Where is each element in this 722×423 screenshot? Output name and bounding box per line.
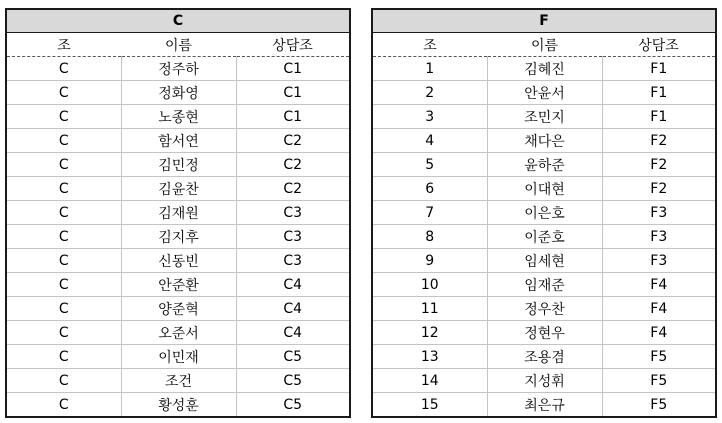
cell-counsel-group: F5 <box>602 369 716 393</box>
cell-counsel-group: C3 <box>236 225 350 249</box>
cell-name: 김민정 <box>121 153 236 177</box>
cell-counsel-group: C2 <box>236 153 350 177</box>
cell-group: 7 <box>372 201 487 225</box>
table-row <box>6 153 350 177</box>
cell-group: 2 <box>372 81 487 105</box>
table-row <box>372 129 716 153</box>
cell-counsel-group: C2 <box>236 129 350 153</box>
cell-name: 이은호 <box>487 201 602 225</box>
table-row <box>372 369 716 393</box>
cell-name: 안준환 <box>121 273 236 297</box>
cell-group: C <box>6 105 121 129</box>
cell-group: 11 <box>372 297 487 321</box>
cell-group: C <box>6 249 121 273</box>
cell-group: C <box>6 369 121 393</box>
table-row <box>6 393 350 418</box>
cell-name: 조민지 <box>487 105 602 129</box>
cell-counsel-group: C5 <box>236 369 350 393</box>
table-row <box>372 249 716 273</box>
cell-group: C <box>6 153 121 177</box>
cell-name: 정주하 <box>121 57 236 81</box>
column-header-name: 이름 <box>121 33 236 57</box>
cell-counsel-group: C4 <box>236 273 350 297</box>
cell-counsel-group: F2 <box>602 177 716 201</box>
cell-name: 조건 <box>121 369 236 393</box>
cell-group: 13 <box>372 345 487 369</box>
table-row <box>372 321 716 345</box>
cell-counsel-group: F3 <box>602 249 716 273</box>
cell-group: C <box>58 396 69 413</box>
column-header-group: 조 <box>372 33 487 57</box>
cell-name: 이준호 <box>487 225 602 249</box>
table-row <box>372 393 716 418</box>
cell-name: 양준혁 <box>121 297 236 321</box>
table-row <box>6 129 350 153</box>
cell-name: 최은규 <box>487 393 602 418</box>
cell-name: 이대현 <box>487 177 602 201</box>
cell-name: 김혜진 <box>487 57 602 81</box>
cell-group: 8 <box>372 225 487 249</box>
cell-counsel-group: C5 <box>236 345 350 369</box>
cell-counsel-group: C5 <box>283 396 303 413</box>
table-row <box>372 201 716 225</box>
cell-counsel-group: F1 <box>602 81 716 105</box>
cell-group: 3 <box>372 105 487 129</box>
cell-group: 6 <box>372 177 487 201</box>
cell-name: 조용겸 <box>487 345 602 369</box>
cell-group: 4 <box>372 129 487 153</box>
cell-counsel-group: C4 <box>236 321 350 345</box>
cell-name: 임세현 <box>487 249 602 273</box>
table-row <box>6 249 350 273</box>
cell-group: 15 <box>420 396 439 413</box>
table-row <box>6 345 350 369</box>
cell-name: 이민재 <box>121 345 236 369</box>
table-row <box>6 369 350 393</box>
cell-counsel-group: C1 <box>236 81 350 105</box>
cell-counsel-group: F4 <box>602 321 716 345</box>
cell-group: C <box>6 297 121 321</box>
cell-counsel-group: F2 <box>602 153 716 177</box>
cell-counsel-group: C4 <box>236 297 350 321</box>
cell-counsel-group: F1 <box>602 105 716 129</box>
cell-name: 윤하준 <box>487 153 602 177</box>
cell-name: 김재원 <box>121 201 236 225</box>
table-row <box>6 201 350 225</box>
cell-group: 10 <box>372 273 487 297</box>
table-row <box>372 297 716 321</box>
table-row <box>6 177 350 201</box>
table-row <box>6 225 350 249</box>
cell-counsel-group: C3 <box>236 249 350 273</box>
cell-name: 노종현 <box>121 105 236 129</box>
cell-name: 신동빈 <box>121 249 236 273</box>
cell-group: C <box>6 177 121 201</box>
group-c-table <box>5 8 351 418</box>
table-row <box>372 81 716 105</box>
cell-counsel-group: F1 <box>602 57 716 81</box>
cell-group: 5 <box>372 153 487 177</box>
cell-group: C <box>6 57 121 81</box>
table-row <box>372 153 716 177</box>
column-header-counsel-group: 상담조 <box>602 33 716 57</box>
cell-group: C <box>6 345 121 369</box>
cell-counsel-group: F5 <box>602 345 716 369</box>
cell-name: 황성훈 <box>121 393 236 418</box>
cell-group: C <box>6 273 121 297</box>
table-row <box>6 297 350 321</box>
table-row <box>372 105 716 129</box>
table-row <box>372 57 716 81</box>
cell-counsel-group: C1 <box>236 57 350 81</box>
cell-group: 9 <box>372 249 487 273</box>
cell-counsel-group: F2 <box>602 129 716 153</box>
cell-name: 김지후 <box>121 225 236 249</box>
cell-counsel-group: F3 <box>602 201 716 225</box>
table-title: F <box>372 9 716 33</box>
cell-name: 오준서 <box>121 321 236 345</box>
cell-name: 채다은 <box>487 129 602 153</box>
table-row <box>372 273 716 297</box>
cell-group: 12 <box>372 321 487 345</box>
cell-group: C <box>6 201 121 225</box>
cell-name: 함서연 <box>121 129 236 153</box>
cell-name: 안윤서 <box>487 81 602 105</box>
table-row <box>372 225 716 249</box>
cell-counsel-group: C2 <box>236 177 350 201</box>
cell-name: 지성휘 <box>487 369 602 393</box>
cell-name: 임재준 <box>487 273 602 297</box>
table-row <box>6 57 350 81</box>
cell-counsel-group: F5 <box>650 396 668 413</box>
cell-name: 정현우 <box>487 321 602 345</box>
cell-group: C <box>6 129 121 153</box>
cell-counsel-group: F4 <box>602 297 716 321</box>
cell-counsel-group: F4 <box>602 273 716 297</box>
cell-name: 정우찬 <box>487 297 602 321</box>
cell-counsel-group: C3 <box>236 201 350 225</box>
cell-group: C <box>6 225 121 249</box>
group-f-table <box>371 8 717 418</box>
table-row <box>6 81 350 105</box>
table-row <box>6 273 350 297</box>
cell-name: 김윤찬 <box>121 177 236 201</box>
table-row <box>6 105 350 129</box>
cell-group: 14 <box>372 369 487 393</box>
table-row <box>6 321 350 345</box>
column-header-name: 이름 <box>487 33 602 57</box>
table-row <box>372 177 716 201</box>
column-header-group: 조 <box>6 33 121 57</box>
cell-name: 정화영 <box>121 81 236 105</box>
cell-group: C <box>6 321 121 345</box>
table-row <box>372 345 716 369</box>
cell-counsel-group: F3 <box>602 225 716 249</box>
column-header-counsel-group: 상담조 <box>236 33 350 57</box>
table-title: C <box>6 9 350 33</box>
cell-group: C <box>6 81 121 105</box>
cell-group: 1 <box>372 57 487 81</box>
cell-counsel-group: C1 <box>236 105 350 129</box>
